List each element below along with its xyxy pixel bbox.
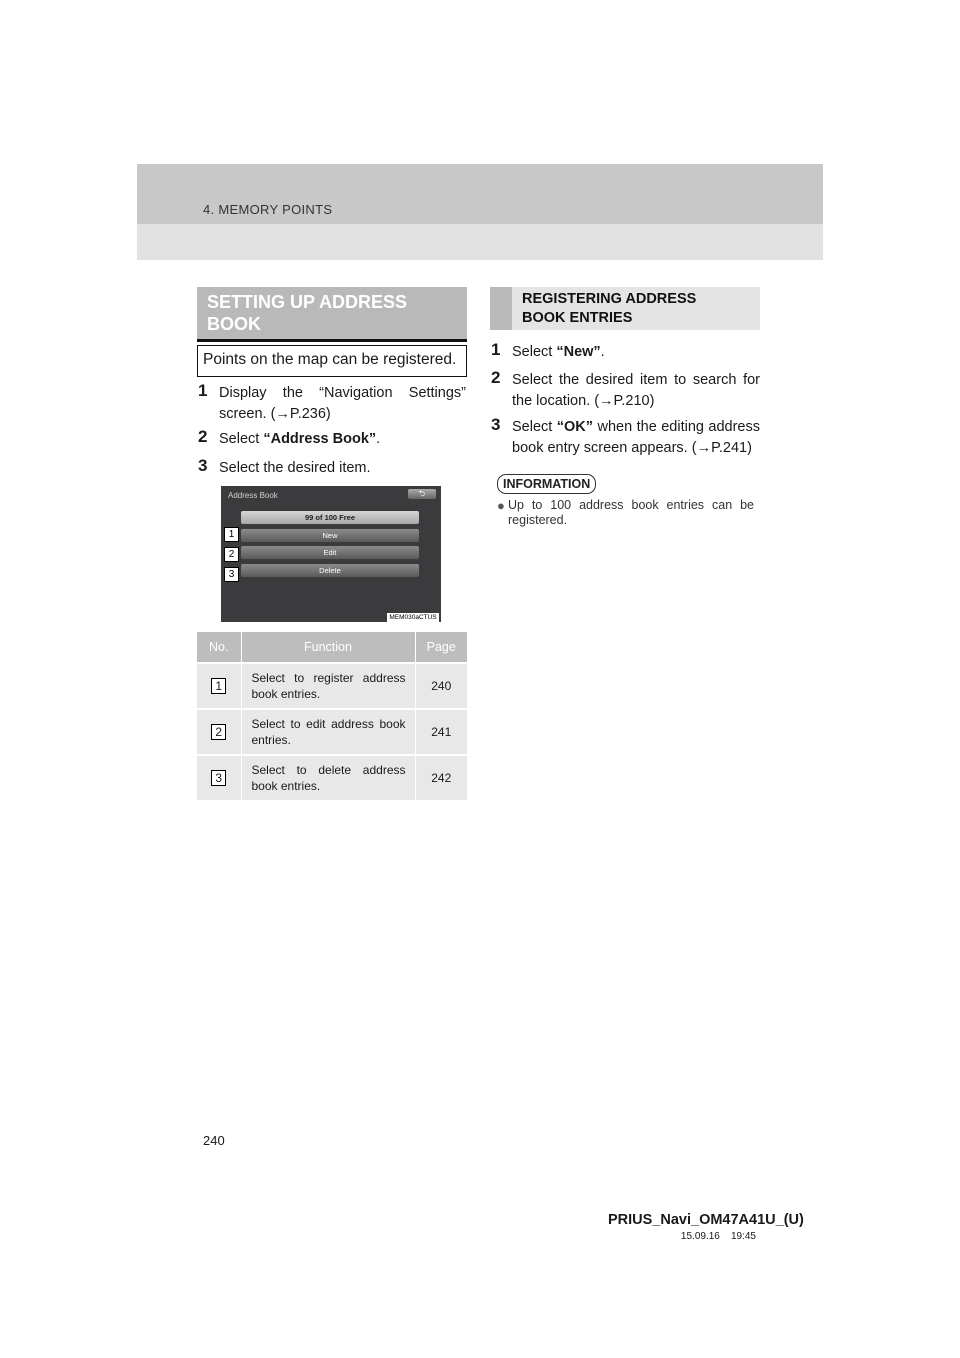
header-function: Function: [241, 632, 415, 663]
row-function: Select to register address book entries.: [241, 663, 415, 709]
callout-badge-3: 3: [224, 567, 239, 582]
step-number: 3: [491, 415, 501, 434]
row-number: 3: [211, 770, 226, 786]
section-heading-setting-up: [197, 287, 467, 342]
section-subheading-text: Points on the map can be registered.: [203, 351, 457, 368]
row-number: 1: [211, 678, 226, 694]
table-row: [197, 755, 467, 800]
row-function: Select to delete address book entries.: [241, 755, 415, 800]
delete-button[interactable]: Delete: [241, 564, 419, 577]
document-timestamp: 15.09.16 19:45: [680, 1231, 756, 1242]
section-heading-text: SETTING UP ADDRESS BOOK: [207, 292, 408, 334]
row-number: 2: [211, 724, 226, 740]
row-page: 241: [415, 709, 467, 755]
header-no: No.: [197, 632, 241, 663]
table-row: [197, 709, 467, 755]
new-button[interactable]: New: [241, 529, 419, 542]
table-row: [197, 663, 467, 709]
back-icon[interactable]: ⮌: [408, 489, 436, 499]
edit-button[interactable]: Edit: [241, 546, 419, 559]
step-number: 3: [198, 456, 208, 475]
header-subband: [137, 224, 823, 260]
address-book-label: “Address Book”: [263, 431, 377, 447]
row-page: 242: [415, 755, 467, 800]
function-table: [197, 632, 467, 800]
step-number: 1: [198, 381, 208, 400]
document-id: PRIUS_Navi_OM47A41U_(U): [608, 1212, 804, 1228]
page-number: 240: [203, 1133, 225, 1148]
bullet-icon: ●: [497, 498, 505, 513]
figure-code: MEM030aCTUS: [387, 613, 439, 622]
screen-title: Address Book: [228, 491, 278, 500]
section-heading-text: REGISTERING ADDRESS BOOK ENTRIES: [522, 291, 697, 326]
step-text: Select “Address Book”.: [219, 431, 381, 447]
step-number: 2: [198, 427, 208, 446]
section-heading-registering: [490, 287, 760, 330]
header-page: Page: [415, 632, 467, 663]
ok-label: “OK”: [556, 419, 594, 435]
section-subheading: [197, 345, 467, 377]
row-function: Select to edit address book entries.: [241, 709, 415, 755]
step-text: Select the desired item to search for the location. (→P.210): [512, 372, 760, 409]
step-text: Select “OK” when the editing address book entry screen appears. (→P.241): [512, 419, 760, 456]
step-text: Select the desired item.: [219, 460, 371, 476]
callout-badge-2: 2: [224, 547, 239, 562]
step-text: Select “New”.: [512, 344, 605, 360]
new-label: “New”: [556, 344, 601, 360]
chapter-title: 4. MEMORY POINTS: [203, 202, 333, 217]
row-page: 240: [415, 663, 467, 709]
step-number: 2: [491, 368, 501, 387]
step-text: Display the “Navigation Settings” screen. (→P.236): [219, 385, 466, 422]
callout-badge-1: 1: [224, 527, 239, 542]
information-badge: INFORMATION: [497, 474, 596, 494]
heading-accent-bar: [490, 287, 512, 330]
address-book-screenshot: [221, 486, 441, 622]
free-count-display: 99 of 100 Free: [241, 511, 419, 524]
step-number: 1: [491, 340, 501, 359]
information-text: Up to 100 address book entries can be registered.: [508, 498, 754, 527]
table-header-row: [197, 632, 467, 663]
